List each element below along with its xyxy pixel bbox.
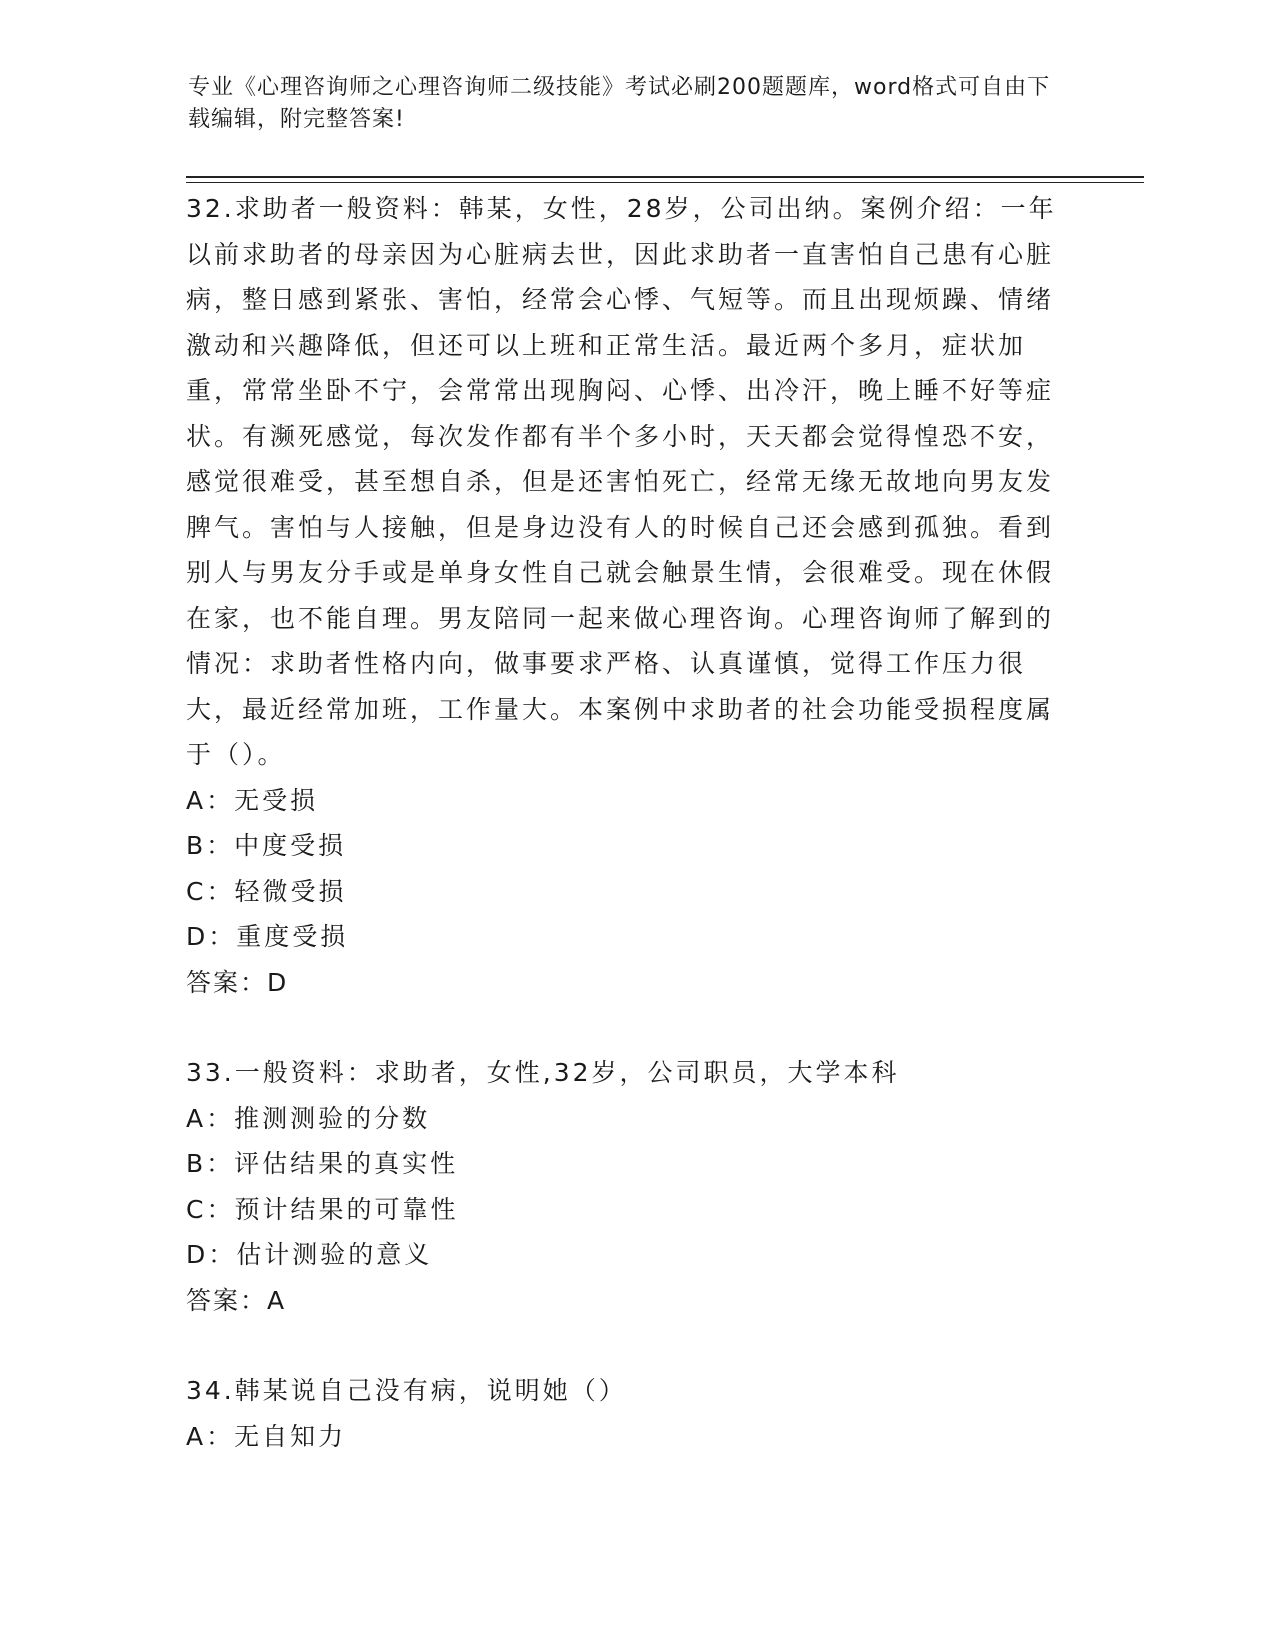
option-a: A：推测测验的分数 <box>186 1103 431 1133</box>
question-32 <box>186 186 1066 1005</box>
option-b: B：中度受损 <box>186 831 347 860</box>
option-a: A：无受损 <box>186 785 319 815</box>
option-a: A：无自知力 <box>186 1421 347 1451</box>
question-stem: 33.一般资料：求助者，女性,32岁，公司职员，大学本科 <box>186 1058 900 1087</box>
header-divider <box>186 176 1144 183</box>
question-stem: 32.求助者一般资料：韩某，女性，28岁，公司出纳。案例介绍：一年以前求助者的母亲因为心脏病去世，因此求助者一直害怕自己患有心脏病，整日感到紧张、害怕，经常会心悸、气短等。而且出现烦躁、情绪激动和兴趣降低，但还可以上班和正常生活。最近两个多月，症状加重，常常坐卧不宁，会常常出现胸闷、心悸、出冷汗，晚上睡不好等症状。有濒死感觉，每次发作都有半个多小时，天天都会觉得惶恐不安，感觉很难受，甚至想自杀，但是还害怕死亡，经常无缘无故地向男友发脾气。害怕与人接触，但是身边没有人的时候自己还会感到孤独。看到别人与男友分手或是单身女性自己就会触景生情，会很难受。现在休假在家，也不能自理。男友陪同一起来做心理咨询。心理咨询师了解到的情况：求助者性格内向，做事要求严格、认真谨慎，觉得工作压力很大，最近经常加班，工作量大。本案例中求助者的社会功能受损程度属于（）。 <box>186 194 1057 769</box>
option-c: C：预计结果的可靠性 <box>186 1194 459 1224</box>
question-34 <box>186 1368 1066 1459</box>
answer-label: 答案：D <box>186 967 289 997</box>
option-c: C：轻微受损 <box>186 876 347 906</box>
question-stem: 34.韩某说自己没有病，说明她（） <box>186 1376 627 1405</box>
question-33 <box>186 1050 1066 1323</box>
question-list <box>186 186 1066 1504</box>
option-b: B：评估结果的真实性 <box>186 1149 459 1178</box>
document-header: 专业《心理咨询师之心理咨询师二级技能》考试必刷200题题库，word格式可自由下载编辑，附完整答案! <box>188 75 1051 132</box>
answer-label: 答案：A <box>186 1285 287 1315</box>
option-d: D：估计测验的意义 <box>186 1240 433 1269</box>
option-d: D：重度受损 <box>186 922 349 951</box>
